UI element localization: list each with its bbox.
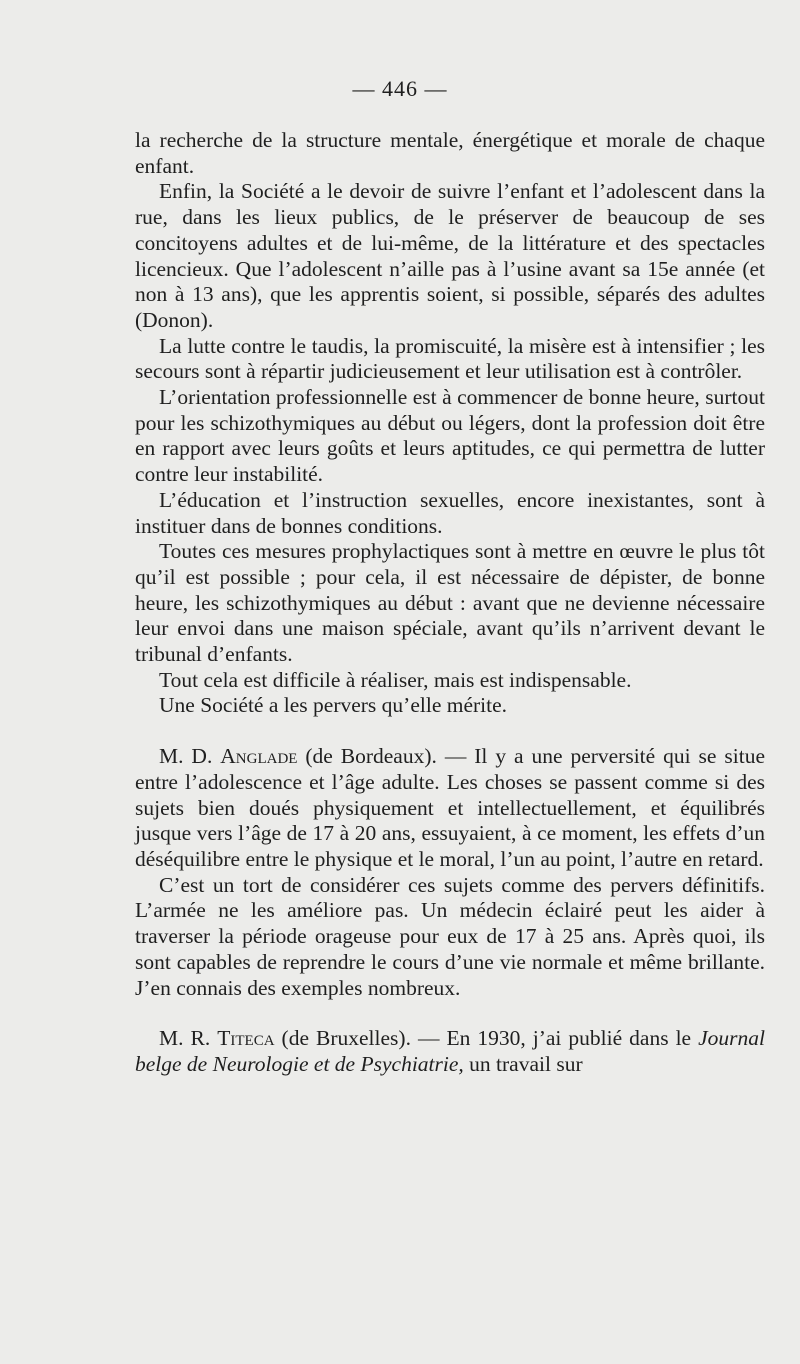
paragraph: L’orientation professionnelle est à commencer de bonne heure, surtout pour les schizothymiques au début ou légers, dont la profession doit être en rapport avec leurs goûts et leurs aptitudes, ce qui permettra de lutter contre leur instabilité.	[135, 385, 765, 487]
paragraph: Toutes ces mesures prophylactiques sont à mettre en œuvre le plus tôt qu’il est possible ; pour cela, il est nécessaire de dépister, de bonne heure, les schizothymiques au début : avant que ne devienne nécessaire leur envoi dans une maison spéciale, avant qu’ils n’arrivent devant le tribunal d’enfants.	[135, 539, 765, 667]
page-number: — 446 —	[352, 76, 448, 101]
paragraph: C’est un tort de considérer ces sujets comme des pervers définitifs. L’armée ne les améliore pas. Un médecin éclairé peut les aider à traverser la période orageuse pour eux de 17 à 25 ans. Après quoi, ils sont capables de reprendre le cours d’une vie normale et même brillante. J’en connais des exemples nombreux.	[135, 872, 765, 1000]
paragraph: la recherche de la structure mentale, énergétique et morale de chaque enfant.	[135, 128, 765, 178]
paragraph: L’éducation et l’instruction sexuelles, encore inexistantes, sont à instituer dans de bonnes conditions.	[135, 487, 765, 538]
speaker-city: (de Bruxelles). —	[274, 1026, 447, 1051]
intervention-titeca	[135, 1026, 765, 1077]
paragraph: Une Société a les pervers qu’elle mérite.	[159, 693, 508, 718]
intervention-anglade	[135, 744, 765, 873]
speaker-city: (de Bordeaux). —	[297, 744, 475, 769]
speaker-name: Titeca	[217, 1026, 275, 1051]
speaker-name: Anglade	[220, 744, 298, 769]
journal-title: Journal belge de Neurologie et de Psychiatrie,	[135, 1026, 765, 1076]
speaker-prefix: M. D.	[159, 744, 221, 769]
paragraph: Tout cela est difficile à réaliser, mais est indispensable.	[159, 667, 632, 692]
speaker-prefix: M. R.	[159, 1026, 218, 1051]
paragraph: La lutte contre le taudis, la promiscuité, la misère est à intensifier ; les secours sont à répartir judicieusement et leur utilisation est à contrôler.	[135, 333, 765, 384]
intervention-text: En 1930, j’ai publié dans le	[446, 1026, 699, 1051]
intervention-text: un travail sur	[463, 1051, 583, 1076]
body-text	[135, 128, 765, 1078]
intervention-text: Il y a une perversité qui se situe entre l’adolescence et l’âge adulte. Les choses se passent comme si des sujets bien doués physiquement et intellectuellement, et équilibrés jusque vers l’âge de 17 à 20 ans, essuyaient, à ce moment, les effets d’un déséquilibre entre le physique et le moral, l’un au point, l’autre en retard.	[135, 744, 765, 871]
paragraph: Enfin, la Société a le devoir de suivre l’enfant et l’adolescent dans la rue, dans les lieux publics, de le préserver de beaucoup de ses concitoyens adultes et de lui-même, de la littérature et des spectacles licencieux. Que l’adolescent n’aille pas à l’usine avant sa 15e année (et non à 13 ans), que les apprentis soient, si possible, séparés des adultes (Donon).	[135, 179, 765, 332]
